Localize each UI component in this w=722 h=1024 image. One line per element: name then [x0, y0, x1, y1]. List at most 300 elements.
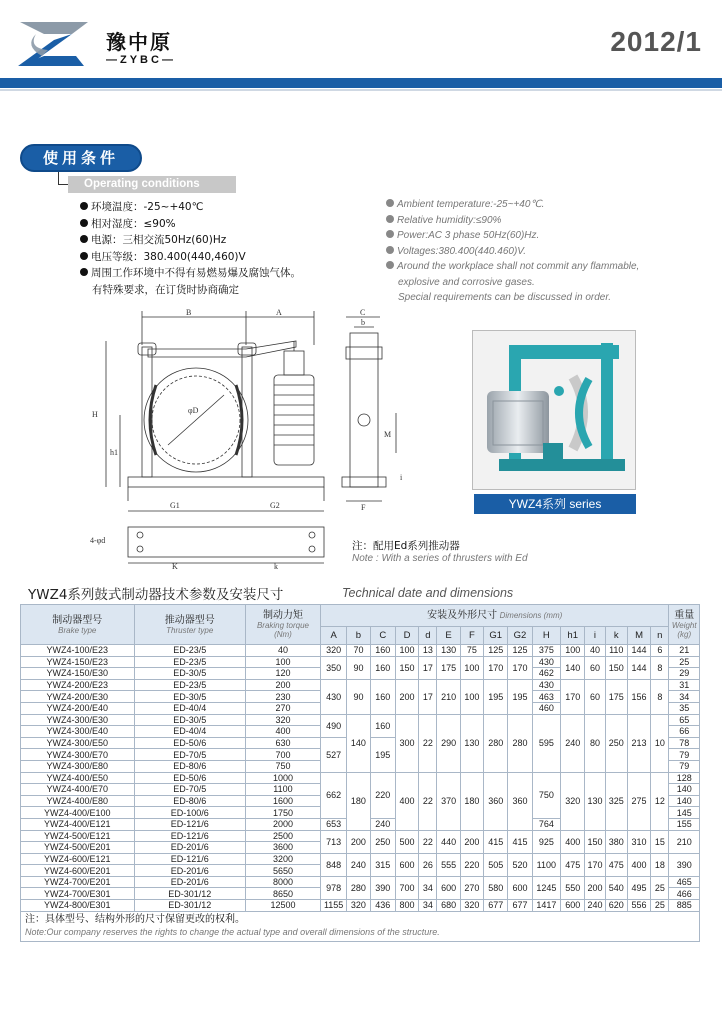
header-dim-d: d — [419, 627, 437, 645]
header-dim-n: n — [651, 627, 669, 645]
conditions-cn — [80, 199, 380, 298]
weight-cell: 140 — [669, 784, 700, 796]
weight-cell: 35 — [669, 702, 700, 714]
bullet-icon — [80, 235, 88, 243]
brake-type-cell: YWZ4-400/E80 — [21, 795, 135, 807]
header-line — [0, 89, 722, 91]
torque-cell: 8000 — [245, 876, 320, 888]
condition-extra-en: Special requirements can be discussed in order. — [398, 292, 612, 303]
weight-cell: 78 — [669, 737, 700, 749]
torque-cell: 1100 — [245, 784, 320, 796]
dim-f-cell: 100 — [460, 679, 483, 714]
dim-a-cell: 1155 — [320, 900, 346, 912]
brake-type-cell: YWZ4-400/E50 — [21, 772, 135, 784]
weight-cell: 21 — [669, 645, 700, 657]
dim-a-cell: 350 — [320, 656, 346, 679]
note-cn: 注：配用Ed系列推动器 — [352, 540, 460, 552]
dim-h-cell: 463 — [532, 691, 560, 703]
dim-c-cell: 160 — [370, 645, 395, 657]
dim-e-cell: 290 — [437, 714, 460, 772]
dim-g2-cell: 170 — [508, 656, 532, 679]
thruster-type-cell: ED-30/5 — [134, 714, 245, 726]
dim-h1-cell: 550 — [561, 876, 585, 899]
dim-n-cell: 25 — [651, 900, 669, 912]
dim-d-cell: 22 — [419, 772, 437, 830]
brake-type-cell: YWZ4-500/E121 — [21, 830, 135, 842]
dim-label-k-upper: K — [172, 562, 178, 570]
dim-b-cell: 90 — [347, 679, 370, 714]
thruster-type-cell: ED-121/6 — [134, 830, 245, 842]
brake-type-cell: YWZ4-200/E40 — [21, 702, 135, 714]
dim-c-cell: 160 — [370, 656, 395, 679]
brake-type-cell: YWZ4-300/E80 — [21, 760, 135, 772]
dim-h1-cell: 100 — [561, 645, 585, 657]
section-title: 使用条件 — [20, 144, 142, 172]
brand-name-en: —ZYBC— — [106, 54, 176, 66]
brake-type-cell: YWZ4-200/E30 — [21, 691, 135, 703]
torque-cell: 12500 — [245, 900, 320, 912]
bullet-icon — [80, 219, 88, 227]
dim-m-cell: 495 — [627, 876, 650, 899]
dim-g2-cell: 600 — [508, 876, 532, 899]
condition-item: 环境温度：-25~+40℃ — [80, 199, 380, 216]
dim-n-cell: 8 — [651, 679, 669, 714]
brake-type-cell: YWZ4-600/E121 — [21, 853, 135, 865]
weight-cell: 140 — [669, 795, 700, 807]
dim-a-cell: 320 — [320, 645, 346, 657]
header-dim-k: k — [605, 627, 627, 645]
torque-cell: 320 — [245, 714, 320, 726]
brake-type-cell: YWZ4-100/E23 — [21, 645, 135, 657]
thruster-type-cell: ED-23/5 — [134, 679, 245, 691]
dim-c-cell: 240 — [370, 818, 395, 830]
thruster-type-cell: ED-40/4 — [134, 702, 245, 714]
dim-g1-cell: 677 — [484, 900, 508, 912]
brake-type-cell: YWZ4-300/E50 — [21, 737, 135, 749]
torque-cell: 700 — [245, 749, 320, 761]
dim-d-cell: 17 — [419, 679, 437, 714]
dim-d-cell: 13 — [419, 645, 437, 657]
dim-f-cell: 75 — [460, 645, 483, 657]
photo-caption: YWZ4系列 series — [474, 494, 636, 514]
dim-h-cell: 375 — [532, 645, 560, 657]
weight-cell: 66 — [669, 726, 700, 738]
conditions-en — [386, 197, 716, 306]
dim-d-cell: 22 — [419, 830, 437, 853]
dim-n-cell: 6 — [651, 645, 669, 657]
dim-k-cell: 325 — [605, 772, 627, 830]
dim-label-f: F — [361, 503, 366, 512]
dim-b-cell: 240 — [347, 853, 370, 876]
thruster-type-cell: ED-50/6 — [134, 772, 245, 784]
brake-type-cell: YWZ4-400/E100 — [21, 807, 135, 819]
spec-table-wrapper — [20, 604, 700, 942]
torque-cell: 1600 — [245, 795, 320, 807]
dim-c-cell: 436 — [370, 900, 395, 912]
dim-label-g1: G1 — [170, 501, 180, 510]
header-dim-m: M — [627, 627, 650, 645]
table-row — [21, 714, 700, 726]
header-dimensions: 安装及外形尺寸 Dimensions (mm) — [320, 605, 669, 627]
condition-extra-en: explosive and corrosive gases. — [398, 276, 535, 288]
weight-cell: 34 — [669, 691, 700, 703]
header-dim-c: C — [370, 627, 395, 645]
dim-g1-cell: 125 — [484, 645, 508, 657]
thruster-type-cell: ED-40/4 — [134, 726, 245, 738]
table-title-en: Technical date and dimensions — [342, 586, 514, 600]
dim-g1-cell: 195 — [484, 679, 508, 714]
bullet-icon — [386, 199, 394, 207]
table-row — [21, 772, 700, 784]
torque-cell: 40 — [245, 645, 320, 657]
dim-k-cell: 110 — [605, 645, 627, 657]
brake-type-cell: YWZ4-500/E201 — [21, 842, 135, 854]
dim-k-cell: 380 — [605, 830, 627, 853]
dim-g2-cell: 125 — [508, 645, 532, 657]
dim-c-cell: 160 — [370, 714, 395, 737]
torque-cell: 3600 — [245, 842, 320, 854]
dim-h-cell: 925 — [532, 830, 560, 853]
header-dim-g2: G2 — [508, 627, 532, 645]
thruster-type-cell: ED-50/6 — [134, 737, 245, 749]
brake-type-cell: YWZ4-150/E30 — [21, 668, 135, 680]
torque-cell: 2500 — [245, 830, 320, 842]
dim-e-cell: 210 — [437, 679, 460, 714]
dim-d-cell: 34 — [419, 876, 437, 899]
dim-i-cell: 240 — [585, 900, 605, 912]
dim-h1-cell: 240 — [561, 714, 585, 772]
weight-cell: 65 — [669, 714, 700, 726]
torque-cell: 5650 — [245, 865, 320, 877]
dim-h-cell: 462 — [532, 668, 560, 680]
brake-illustration-icon — [473, 331, 636, 490]
condition-item: 电源：三相交流50Hz(60)Hz — [80, 232, 380, 249]
dim-b-cell: 320 — [347, 900, 370, 912]
dim-e-cell: 370 — [437, 772, 460, 830]
product-photo — [472, 330, 636, 490]
table-row — [21, 656, 700, 668]
torque-cell: 100 — [245, 656, 320, 668]
dim-m-cell: 156 — [627, 679, 650, 714]
dim-h1-cell: 170 — [561, 679, 585, 714]
dim-c-cell: 220 — [370, 772, 395, 818]
brake-type-cell: YWZ4-300/E30 — [21, 714, 135, 726]
dim-g2-cell: 677 — [508, 900, 532, 912]
dim-d-big-cell: 200 — [395, 679, 418, 714]
brake-type-cell: YWZ4-200/E23 — [21, 679, 135, 691]
torque-cell: 200 — [245, 679, 320, 691]
dim-label-d: φD — [188, 406, 199, 415]
catalog-year: 2012/1 — [610, 26, 702, 57]
bullet-icon — [386, 230, 394, 238]
header-brake-type: 制动器型号 Brake type — [21, 605, 135, 645]
table-row — [21, 876, 700, 888]
brake-type-cell: YWZ4-300/E40 — [21, 726, 135, 738]
thruster-type-cell: ED-30/5 — [134, 691, 245, 703]
dim-k-cell: 620 — [605, 900, 627, 912]
brake-type-cell: YWZ4-600/E201 — [21, 865, 135, 877]
torque-cell: 630 — [245, 737, 320, 749]
dim-g2-cell: 195 — [508, 679, 532, 714]
condition-item: 相对湿度：≤90% — [80, 216, 380, 233]
dim-g1-cell: 580 — [484, 876, 508, 899]
dim-c-cell: 250 — [370, 830, 395, 853]
dim-h-cell: 1245 — [532, 876, 560, 899]
thruster-type-cell: ED-121/6 — [134, 818, 245, 830]
weight-cell: 390 — [669, 853, 700, 876]
table-row — [21, 645, 700, 657]
dim-f-cell: 130 — [460, 714, 483, 772]
thruster-type-cell: ED-301/12 — [134, 900, 245, 912]
torque-cell: 2000 — [245, 818, 320, 830]
dim-f-cell: 200 — [460, 830, 483, 853]
dim-a-cell: 713 — [320, 830, 346, 853]
technical-drawing — [84, 305, 424, 570]
dim-a-cell: 653 — [320, 818, 346, 830]
weight-cell: 29 — [669, 668, 700, 680]
dim-g2-cell: 415 — [508, 830, 532, 853]
dim-k-cell: 150 — [605, 656, 627, 679]
condition-item: 周围工作环境中不得有易燃易爆及腐蚀气体。 — [80, 265, 380, 282]
header-braking-torque: 制动力矩 Braking torque (Nm) — [245, 605, 320, 645]
section-subtitle: Operating conditions — [68, 176, 236, 193]
torque-cell: 230 — [245, 691, 320, 703]
bullet-icon — [80, 268, 88, 276]
dim-d-cell: 17 — [419, 656, 437, 679]
zybc-logo-icon — [14, 16, 94, 72]
thruster-type-cell: ED-70/5 — [134, 749, 245, 761]
dim-e-cell: 555 — [437, 853, 460, 876]
dim-f-cell: 270 — [460, 876, 483, 899]
dim-a-cell: 662 — [320, 772, 346, 818]
dim-g2-cell: 360 — [508, 772, 532, 830]
note-en: Note : With a series of thrusters with Ed — [352, 553, 528, 564]
dim-n-cell: 18 — [651, 853, 669, 876]
dim-h-cell: 460 — [532, 702, 560, 714]
table-row — [21, 679, 700, 691]
section-bracket — [58, 172, 68, 185]
table-row — [21, 830, 700, 842]
dim-h-cell: 430 — [532, 679, 560, 691]
dim-f-cell: 100 — [460, 656, 483, 679]
weight-cell: 885 — [669, 900, 700, 912]
dim-c-cell: 315 — [370, 853, 395, 876]
brake-type-cell: YWZ4-400/E70 — [21, 784, 135, 796]
weight-cell: 155 — [669, 818, 700, 830]
dim-label-m: M — [384, 430, 392, 439]
dim-c-cell: 160 — [370, 679, 395, 714]
weight-cell: 79 — [669, 760, 700, 772]
dim-b-cell: 180 — [347, 772, 370, 830]
dim-e-cell: 175 — [437, 656, 460, 679]
header-weight: 重量 Weight (kg) — [669, 605, 700, 645]
dim-label-b-small: b — [361, 318, 365, 327]
dim-c-cell: 195 — [370, 737, 395, 772]
thruster-type-cell: ED-201/6 — [134, 876, 245, 888]
dim-i-cell: 80 — [585, 714, 605, 772]
dim-h-cell: 1417 — [532, 900, 560, 912]
dim-e-cell: 600 — [437, 876, 460, 899]
bullet-icon — [386, 246, 394, 254]
dim-m-cell: 310 — [627, 830, 650, 853]
dim-label-c: C — [360, 308, 366, 317]
dim-n-cell: 12 — [651, 772, 669, 830]
dim-i-cell: 200 — [585, 876, 605, 899]
dim-h-cell: 595 — [532, 714, 560, 772]
brake-type-cell: YWZ4-300/E70 — [21, 749, 135, 761]
dim-n-cell: 15 — [651, 830, 669, 853]
dim-g1-cell: 505 — [484, 853, 508, 876]
dim-i-cell: 130 — [585, 772, 605, 830]
thruster-type-cell: ED-201/6 — [134, 842, 245, 854]
dim-m-cell: 275 — [627, 772, 650, 830]
dim-c-cell: 390 — [370, 876, 395, 899]
dim-b-cell: 90 — [347, 656, 370, 679]
header-dim-g1: G1 — [484, 627, 508, 645]
dim-g1-cell: 170 — [484, 656, 508, 679]
condition-extra: 有特殊要求，在订货时协商确定 — [92, 283, 239, 296]
thruster-type-cell: ED-70/5 — [134, 784, 245, 796]
dim-b-cell: 70 — [347, 645, 370, 657]
dim-label-k: k — [274, 562, 278, 570]
dim-m-cell: 213 — [627, 714, 650, 772]
thruster-type-cell: ED-121/6 — [134, 853, 245, 865]
table-footnote: 注：具体型号、结构外形的尺寸保留更改的权利。 Note:Our company reserves the rights to change the actual type and overall dimensions of the structure. — [21, 911, 700, 941]
dim-d-big-cell: 600 — [395, 853, 418, 876]
dim-a-cell: 490 — [320, 714, 346, 737]
weight-cell: 145 — [669, 807, 700, 819]
torque-cell: 400 — [245, 726, 320, 738]
header-dim-a: A — [320, 627, 346, 645]
weight-cell: 465 — [669, 876, 700, 888]
header-dim-e: E — [437, 627, 460, 645]
dim-d-big-cell: 150 — [395, 656, 418, 679]
bullet-icon — [386, 215, 394, 223]
dim-g2-cell: 520 — [508, 853, 532, 876]
dim-a-cell: 978 — [320, 876, 346, 899]
dim-b-cell: 200 — [347, 830, 370, 853]
dim-h-cell: 1100 — [532, 853, 560, 876]
dim-label-b: B — [186, 308, 192, 317]
condition-item-en: Voltages:380.400(440.460)V. — [386, 244, 716, 260]
dim-n-cell: 25 — [651, 876, 669, 899]
bullet-icon — [80, 252, 88, 260]
brake-type-cell: YWZ4-800/E301 — [21, 900, 135, 912]
torque-cell: 1000 — [245, 772, 320, 784]
condition-item-en: Around the workplace shall not commit any flammable, — [386, 259, 716, 275]
dim-a-cell: 430 — [320, 679, 346, 714]
dim-i-cell: 170 — [585, 853, 605, 876]
dim-f-cell: 320 — [460, 900, 483, 912]
dim-d-big-cell: 300 — [395, 714, 418, 772]
dim-i-cell: 150 — [585, 830, 605, 853]
dim-m-cell: 144 — [627, 645, 650, 657]
dim-k-cell: 250 — [605, 714, 627, 772]
thruster-type-cell: ED-80/6 — [134, 760, 245, 772]
dim-label-a: A — [276, 308, 282, 317]
dim-f-cell: 220 — [460, 853, 483, 876]
header-dim-d: D — [395, 627, 418, 645]
dim-h1-cell: 400 — [561, 830, 585, 853]
dim-label-holes: 4-φd — [90, 536, 106, 545]
brake-type-cell: YWZ4-150/E23 — [21, 656, 135, 668]
header-bar — [0, 78, 722, 88]
table-row — [21, 900, 700, 912]
spec-table — [20, 604, 700, 942]
dim-h1-cell: 600 — [561, 900, 585, 912]
dim-g2-cell: 280 — [508, 714, 532, 772]
dim-n-cell: 10 — [651, 714, 669, 772]
dim-d-cell: 34 — [419, 900, 437, 912]
dim-label-h: H — [92, 410, 98, 419]
table-title-cn: YWZ4系列鼓式制动器技术参数及安装尺寸 — [28, 587, 284, 603]
weight-cell: 128 — [669, 772, 700, 784]
header-dim-f: F — [460, 627, 483, 645]
dim-i-cell: 60 — [585, 656, 605, 679]
condition-item-en: Relative humidity:≤90% — [386, 213, 716, 229]
dim-label-h1: h1 — [110, 448, 118, 457]
weight-cell: 25 — [669, 656, 700, 668]
dim-d-big-cell: 400 — [395, 772, 418, 830]
torque-cell: 8650 — [245, 888, 320, 900]
dim-k-cell: 475 — [605, 853, 627, 876]
dim-m-cell: 144 — [627, 656, 650, 679]
dim-a-cell: 848 — [320, 853, 346, 876]
brake-type-cell: YWZ4-400/E121 — [21, 818, 135, 830]
weight-cell: 31 — [669, 679, 700, 691]
weight-cell: 210 — [669, 830, 700, 853]
header-dim-i: i — [585, 627, 605, 645]
dim-label-i: i — [400, 473, 403, 482]
condition-item-en: Power:AC 3 phase 50Hz(60)Hz. — [386, 228, 716, 244]
spec-table-body — [21, 645, 700, 912]
dim-h-cell: 764 — [532, 818, 560, 830]
bullet-icon — [386, 261, 394, 269]
dim-e-cell: 680 — [437, 900, 460, 912]
header-dim-b: b — [347, 627, 370, 645]
dim-k-cell: 175 — [605, 679, 627, 714]
torque-cell: 120 — [245, 668, 320, 680]
dim-g1-cell: 360 — [484, 772, 508, 830]
thruster-type-cell: ED-30/5 — [134, 668, 245, 680]
dim-d-cell: 22 — [419, 714, 437, 772]
header-thruster-type: 推动器型号 Thruster type — [134, 605, 245, 645]
dim-g1-cell: 280 — [484, 714, 508, 772]
torque-cell: 1750 — [245, 807, 320, 819]
header-dim-h: H — [532, 627, 560, 645]
dim-h1-cell: 320 — [561, 772, 585, 830]
dim-label-g2: G2 — [270, 501, 280, 510]
dim-i-cell: 60 — [585, 679, 605, 714]
thruster-type-cell: ED-201/6 — [134, 865, 245, 877]
weight-cell: 79 — [669, 749, 700, 761]
dim-h1-cell: 475 — [561, 853, 585, 876]
thruster-type-cell: ED-23/5 — [134, 656, 245, 668]
thruster-type-cell: ED-80/6 — [134, 795, 245, 807]
bullet-icon — [80, 202, 88, 210]
dim-d-big-cell: 700 — [395, 876, 418, 899]
dim-b-cell: 140 — [347, 714, 370, 772]
brake-type-cell: YWZ4-700/E201 — [21, 876, 135, 888]
brake-type-cell: YWZ4-700/E301 — [21, 888, 135, 900]
condition-item: 电压等级：380.400(440,460)V — [80, 249, 380, 266]
dim-d-big-cell: 500 — [395, 830, 418, 853]
company-logo — [14, 16, 194, 72]
dim-d-big-cell: 800 — [395, 900, 418, 912]
dim-n-cell: 8 — [651, 656, 669, 679]
dim-m-cell: 400 — [627, 853, 650, 876]
thruster-type-cell: ED-301/12 — [134, 888, 245, 900]
